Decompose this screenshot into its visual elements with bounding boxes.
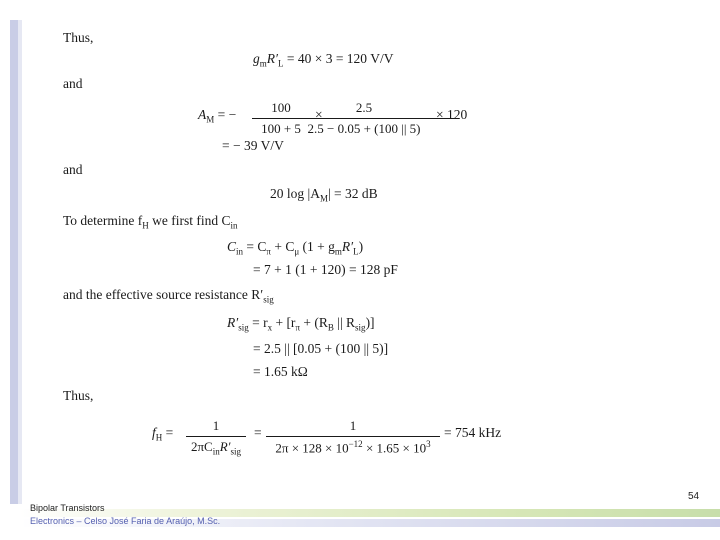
fraction-am-2: 2.5 2.5 − 0.05 + (100 || 5) xyxy=(272,100,456,137)
times-120: × 120 xyxy=(436,107,468,122)
equation-gain-gm: $g_mR'_L = 40 \times 3 = 120$ V/V xyxy=(253,51,394,69)
equation-db: 20 $\log |A_M| = 32$ dB xyxy=(270,186,378,204)
equation-cin-result: = 7 + 1 (1 + 120) = 128 pF xyxy=(253,262,398,277)
fraction-am-1: 100 100 + 5 xyxy=(252,100,310,137)
text-effective: and the effective source resistance $R'_{sig}$ xyxy=(63,287,274,305)
side-decor-bar-light xyxy=(18,20,22,504)
text-determine: To determine $f_H$ we first find $C_{in}$ xyxy=(63,213,238,231)
text-thus-1: Thus, xyxy=(63,30,94,45)
footer-title: Bipolar Transistors xyxy=(30,503,105,513)
equation-rsig: $R'_{sig} = r_x + [r_\pi + (R_B$ || $R_{sig}$)] xyxy=(227,315,375,333)
equation-rsig-result: = 1.65 kΩ xyxy=(253,364,308,379)
equation-cin: $C_{in} = C_\pi + C_\mu$ $(1 + g_mR'_L)$ xyxy=(227,239,364,257)
side-decor-bar xyxy=(10,20,18,504)
times-sign: × xyxy=(315,107,323,122)
text-and-1: and xyxy=(63,76,83,91)
equals-sign: = xyxy=(254,425,262,440)
page-number: 54 xyxy=(688,491,700,502)
equation-fh-result: = 754 kHz xyxy=(444,425,502,440)
footer-author: Electronics – Celso José Faria de Araújo, M.Sc. xyxy=(30,516,221,526)
text-thus-2: Thus, xyxy=(63,388,94,403)
equation-fh-lhs: $f_H$ = xyxy=(152,425,174,443)
fraction-fh-2: 1 $2\pi \times 128 \times 10^{-12} \times 1.65 \times 10^3$ xyxy=(266,418,440,456)
equation-am-result: = − 39 V/V xyxy=(222,138,284,153)
text-and-2: and xyxy=(63,162,83,177)
equation-rsig-step: = 2.5 || [0.05 + (100 || 5)] xyxy=(253,341,389,356)
equation-am-lhs: $A_M$ = − xyxy=(198,107,237,125)
fraction-fh-1: 1 $2\pi C_{in}R'_{sig}$ xyxy=(186,418,246,457)
